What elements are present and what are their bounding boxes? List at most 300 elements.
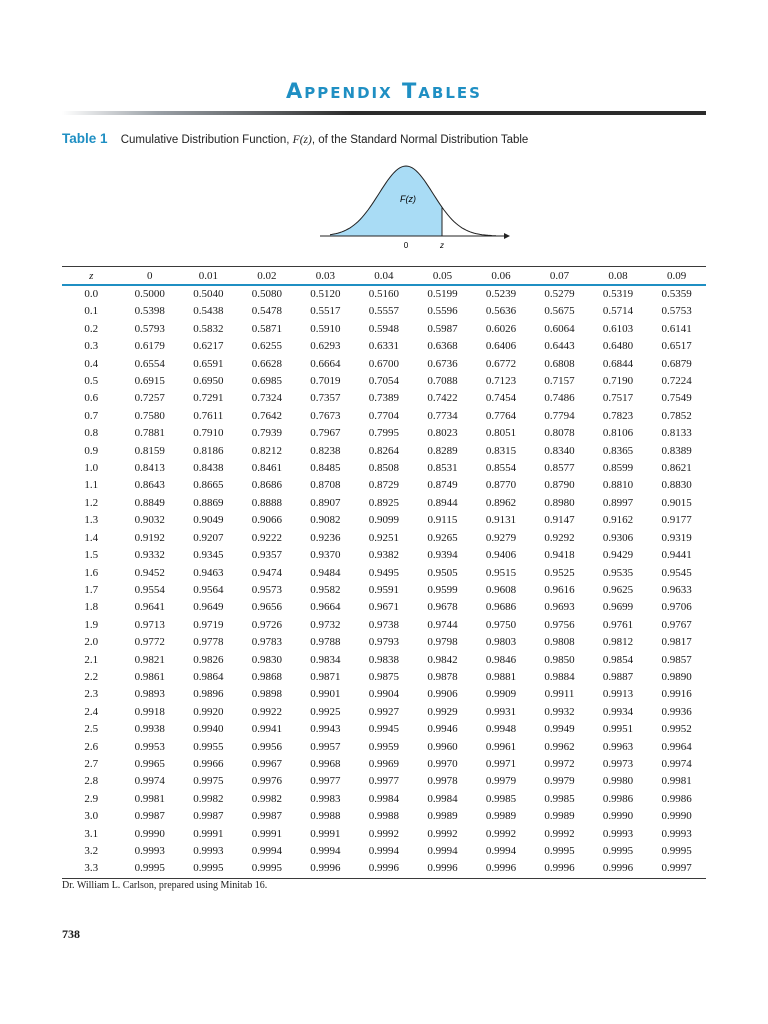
cdf-value-cell: 0.7357 [310,392,341,405]
cdf-value-cell: 0.7794 [544,409,575,422]
source-note: Dr. William L. Carlson, prepared using Minitab 16. [62,880,268,891]
cdf-value-cell: 0.9988 [310,810,341,823]
header-col: 0.05 [413,267,472,286]
normal-curve-figure [300,148,520,256]
cdf-value-cell: 0.9854 [602,653,634,666]
cdf-value-cell: 0.9901 [310,688,341,701]
cdf-value-cell: 0.9394 [427,549,458,562]
cdf-value-cell: 0.9177 [661,514,692,527]
cdf-value-cell: 0.6844 [602,357,634,370]
cdf-value-cell: 0.7967 [310,427,341,440]
row-z-value: 1.2 [84,496,99,509]
cdf-value-cell: 0.9968 [310,757,341,770]
header-z: z [62,267,121,286]
row-z-value: 1.1 [84,479,99,492]
cdf-value-cell: 0.9616 [544,583,575,596]
cdf-value-cell: 0.9382 [368,549,400,562]
cdf-value-cell: 0.9406 [485,549,517,562]
table-row [62,791,706,808]
cdf-value-cell: 0.9985 [485,792,517,805]
row-z-value: 2.8 [84,775,99,788]
cdf-value-cell: 0.6103 [602,322,634,335]
cdf-value-cell: 0.9192 [134,531,165,544]
cdf-value-cell: 0.9641 [134,601,165,614]
row-z-value: 1.5 [84,549,99,562]
cdf-value-cell: 0.9890 [661,670,692,683]
cdf-value-cell: 0.9938 [134,723,165,736]
cdf-value-cell: 0.9525 [544,566,575,579]
cdf-value-cell: 0.7054 [368,375,400,388]
cdf-value-cell: 0.9975 [193,775,224,788]
cdf-value-cell: 0.9788 [310,636,341,649]
cdf-value-cell: 0.9793 [368,636,400,649]
cdf-value-cell: 0.8531 [427,462,458,475]
cdf-value-cell: 0.7881 [134,427,165,440]
cdf-value-cell: 0.9279 [485,531,517,544]
cdf-value-cell: 0.9884 [544,670,575,683]
row-z-value: 3.0 [84,810,99,823]
cdf-value-cell: 0.9996 [530,860,589,878]
cdf-value-cell: 0.9625 [602,583,634,596]
cdf-value-cell: 0.9992 [485,827,517,840]
row-z-value: 1.9 [84,618,99,631]
header-col: 0.03 [296,267,355,286]
row-z-value: 3.1 [84,827,99,840]
cdf-value-cell: 0.7673 [310,409,341,422]
cdf-value-cell: 0.9515 [485,566,517,579]
header-col: 0.09 [647,267,706,286]
cdf-value-cell: 0.9066 [251,514,282,527]
cdf-value-cell: 0.9864 [193,670,224,683]
cdf-value-cell: 0.9979 [485,775,517,788]
cdf-value-cell: 0.5793 [134,322,165,335]
cdf-value-cell: 0.9554 [134,583,165,596]
cdf-value-cell: 0.5239 [485,288,517,300]
cdf-value-cell: 0.9992 [544,827,575,840]
cdf-value-cell: 0.6517 [661,340,692,353]
cdf-value-cell: 0.5987 [427,322,458,335]
cdf-value-cell: 0.6554 [134,357,165,370]
cdf-value-cell: 0.9306 [602,531,634,544]
table-row [62,669,706,686]
table-number: Table 1 [62,131,108,146]
cdf-value-cell: 0.9783 [251,636,282,649]
cdf-value-cell: 0.6808 [544,357,575,370]
cdf-value-cell: 0.9808 [544,636,575,649]
cdf-value-cell: 0.9966 [193,757,224,770]
cdf-value-cell: 0.7852 [661,409,692,422]
cdf-value-cell: 0.9982 [193,792,224,805]
table-row [62,512,706,529]
cdf-value-cell: 0.9319 [661,531,692,544]
table-body [62,285,706,878]
cdf-value-cell: 0.9994 [485,845,517,857]
cdf-value-cell: 0.7611 [193,409,224,422]
table-caption [62,131,528,146]
cdf-value-cell: 0.9887 [602,670,634,683]
cdf-value-cell: 0.9738 [368,618,400,631]
cdf-value-cell: 0.9996 [589,860,648,878]
cdf-value-cell: 0.9931 [485,705,517,718]
cdf-value-cell: 0.8962 [485,496,517,509]
cdf-value-cell: 0.9993 [134,845,165,857]
table-row [62,826,706,843]
cdf-value-cell: 0.9992 [427,827,458,840]
cdf-value-cell: 0.9857 [661,653,692,666]
header-col: 0.08 [589,267,648,286]
cdf-value-cell: 0.9484 [310,566,341,579]
cdf-value-cell: 0.9871 [310,670,341,683]
cdf-value-cell: 0.9049 [193,514,224,527]
cdf-value-cell: 0.9732 [310,618,341,631]
table-row [62,321,706,338]
cdf-value-cell: 0.9535 [602,566,634,579]
table-row [62,408,706,425]
cdf-value-cell: 0.8729 [368,479,400,492]
cdf-value-cell: 0.9990 [661,810,692,823]
cdf-value-cell: 0.7389 [368,392,400,405]
cdf-value-cell: 0.5000 [134,288,165,300]
cdf-value-cell: 0.9573 [251,583,282,596]
cdf-value-cell: 0.9949 [544,723,575,736]
cdf-value-cell: 0.9693 [544,601,575,614]
cdf-value-cell: 0.9803 [485,636,517,649]
cdf-value-cell: 0.7580 [134,409,165,422]
cdf-value-cell: 0.8944 [427,496,458,509]
cdf-value-cell: 0.9956 [251,740,282,753]
row-z-value: 2.5 [84,723,99,736]
cdf-value-cell: 0.9991 [193,827,224,840]
table-row [62,285,706,303]
cdf-value-cell: 0.8051 [485,427,517,440]
cdf-value-cell: 0.9929 [427,705,458,718]
cdf-value-cell: 0.9918 [134,705,165,718]
cdf-value-cell: 0.9996 [296,860,355,878]
cdf-value-cell: 0.6664 [310,357,341,370]
cdf-value-cell: 0.9976 [251,775,282,788]
cdf-value-cell: 0.7823 [602,409,634,422]
cdf-value-cell: 0.9664 [310,601,341,614]
cdf-value-cell: 0.8907 [310,496,341,509]
cdf-value-cell: 0.6915 [134,375,165,388]
cdf-value-cell: 0.9418 [544,549,575,562]
cdf-value-cell: 0.9996 [472,860,531,878]
cdf-value-cell: 0.9989 [485,810,517,823]
cdf-value-cell: 0.9977 [368,775,400,788]
axis-arrowhead [504,233,510,239]
cdf-value-cell: 0.9936 [661,705,692,718]
cdf-value-cell: 0.9686 [485,601,517,614]
cdf-value-cell: 0.6406 [485,340,517,353]
table-row [62,338,706,355]
cdf-value-cell: 0.9898 [251,688,282,701]
table-row [62,373,706,390]
table-row [62,704,706,721]
cdf-value-cell: 0.8365 [602,444,634,457]
table-row [62,356,706,373]
cdf-value-cell: 0.9995 [121,860,180,878]
row-z-value: 0.3 [84,340,99,353]
cdf-value-cell: 0.7642 [251,409,282,422]
header-col: 0.01 [179,267,238,286]
cdf-value-cell: 0.9959 [368,740,400,753]
cdf-value-cell: 0.8106 [602,427,634,440]
cdf-value-cell: 0.8686 [251,479,282,492]
row-z-value: 1.0 [84,462,99,475]
cdf-value-cell: 0.9995 [602,845,634,857]
cdf-value-cell: 0.9994 [368,845,400,857]
row-z-value: 0.1 [84,305,99,318]
cdf-value-cell: 0.9656 [251,601,282,614]
cdf-value-cell: 0.9599 [427,583,458,596]
appendix-title: Appendix Tables [286,79,482,103]
cdf-value-cell: 0.9332 [134,549,165,562]
cdf-value-cell: 0.9952 [661,723,692,736]
caption-fz: F(z) [292,134,312,146]
row-z-value: 0.9 [84,444,99,457]
table-row [62,303,706,320]
row-z-value: 1.8 [84,601,99,614]
cdf-value-cell: 0.9699 [602,601,634,614]
cdf-value-cell: 0.8461 [251,462,282,475]
cdf-value-cell: 0.9911 [544,688,575,701]
cdf-value-cell: 0.9920 [193,705,224,718]
cdf-value-cell: 0.7422 [427,392,458,405]
cdf-value-cell: 0.8665 [193,479,224,492]
cdf-value-cell: 0.5120 [310,288,341,300]
cdf-value-cell: 0.5398 [134,305,165,318]
table-row [62,773,706,790]
cdf-value-cell: 0.9868 [251,670,282,683]
normal-cdf-table [62,266,706,879]
cdf-value-cell: 0.9222 [251,531,282,544]
cdf-value-cell: 0.6736 [427,357,458,370]
cdf-value-cell: 0.9967 [251,757,282,770]
cdf-value-cell: 0.8810 [602,479,634,492]
cdf-value-cell: 0.9032 [134,514,165,527]
table-header-row [62,267,706,286]
cdf-value-cell: 0.9505 [427,566,458,579]
cdf-value-cell: 0.6985 [251,375,282,388]
cdf-value-cell: 0.9015 [661,496,692,509]
cdf-value-cell: 0.7764 [485,409,517,422]
cdf-value-cell: 0.9826 [193,653,224,666]
cdf-value-cell: 0.9147 [544,514,575,527]
cdf-value-cell: 0.8023 [427,427,458,440]
cdf-value-cell: 0.7704 [368,409,400,422]
z-tick-label: z [440,241,444,250]
row-z-value: 0.4 [84,357,99,370]
cdf-value-cell: 0.8238 [310,444,341,457]
table-row [62,617,706,634]
cdf-value-cell: 0.9909 [485,688,517,701]
cdf-value-cell: 0.9608 [485,583,517,596]
cdf-value-cell: 0.9993 [193,845,224,857]
cdf-value-cell: 0.9678 [427,601,458,614]
cdf-value-cell: 0.9744 [427,618,458,631]
header-col: 0.07 [530,267,589,286]
cdf-value-cell: 0.9251 [368,531,400,544]
cdf-value-cell: 0.9957 [310,740,341,753]
row-z-value: 1.6 [84,566,99,579]
cdf-value-cell: 0.6700 [368,357,400,370]
cdf-value-cell: 0.9932 [544,705,575,718]
cdf-value-cell: 0.8413 [134,462,165,475]
cdf-value-cell: 0.8577 [544,462,575,475]
cdf-value-cell: 0.9990 [134,827,165,840]
caption-text-before: Cumulative Distribution Function, [120,134,293,146]
table-row [62,460,706,477]
cdf-value-cell: 0.8830 [661,479,692,492]
row-z-value: 2.1 [84,653,99,666]
row-z-value: 2.7 [84,757,99,770]
table-row [62,860,706,878]
cdf-value-cell: 0.5319 [602,288,634,300]
cdf-value-cell: 0.9761 [602,618,634,631]
table-row [62,756,706,773]
cdf-value-cell: 0.8554 [485,462,517,475]
row-z-value: 0.5 [84,375,99,388]
cdf-value-cell: 0.9963 [602,740,634,753]
cdf-value-cell: 0.7324 [251,392,282,405]
page-number: 738 [62,927,80,941]
cdf-value-cell: 0.6879 [661,357,692,370]
cdf-value-cell: 0.9978 [427,775,458,788]
cdf-value-cell: 0.9946 [427,723,458,736]
cdf-value-cell: 0.7910 [193,427,224,440]
cdf-value-cell: 0.9986 [661,792,692,805]
zero-tick-label: 0 [403,241,409,250]
cdf-value-cell: 0.9812 [602,636,634,649]
cdf-value-cell: 0.8643 [134,479,165,492]
cdf-value-cell: 0.9582 [310,583,341,596]
cdf-value-cell: 0.9713 [134,618,165,631]
cdf-value-cell: 0.6331 [368,340,400,353]
cdf-value-cell: 0.9131 [485,514,517,527]
cdf-value-cell: 0.6255 [251,340,282,353]
cdf-value-cell: 0.9842 [427,653,458,666]
cdf-value-cell: 0.9964 [661,740,692,753]
cdf-value-cell: 0.9162 [602,514,634,527]
table-row [62,686,706,703]
cdf-value-cell: 0.8621 [661,462,692,475]
cdf-value-cell: 0.9992 [368,827,400,840]
cdf-value-cell: 0.9115 [427,514,458,527]
cdf-value-cell: 0.8159 [134,444,165,457]
row-z-value: 0.7 [84,409,99,422]
header-col: 0.06 [472,267,531,286]
cdf-value-cell: 0.7734 [427,409,458,422]
cdf-value-cell: 0.9995 [544,845,575,857]
cdf-value-cell: 0.9960 [427,740,458,753]
cdf-value-cell: 0.9861 [134,670,165,683]
cdf-value-cell: 0.9953 [134,740,165,753]
cdf-value-cell: 0.8770 [485,479,517,492]
row-z-value: 2.2 [84,670,99,683]
cdf-value-cell: 0.9925 [310,705,341,718]
cdf-value-cell: 0.9990 [602,810,634,823]
cdf-value-cell: 0.7190 [602,375,634,388]
cdf-value-cell: 0.9429 [602,549,634,562]
cdf-value-cell: 0.8485 [310,462,341,475]
cdf-value-cell: 0.5714 [602,305,634,318]
row-z-value: 2.4 [84,705,99,718]
cdf-value-cell: 0.9441 [661,549,692,562]
table-row [62,652,706,669]
table-row [62,599,706,616]
cdf-value-cell: 0.9997 [647,860,706,878]
cdf-value-cell: 0.7995 [368,427,400,440]
row-z-value: 3.2 [84,845,99,857]
fz-area-label: F(z) [400,194,416,204]
cdf-value-cell: 0.9633 [661,583,692,596]
cdf-value-cell: 0.9972 [544,757,575,770]
table-row [62,495,706,512]
cdf-value-cell: 0.9265 [427,531,458,544]
cdf-value-cell: 0.9893 [134,688,165,701]
table-row [62,547,706,564]
cdf-value-cell: 0.7224 [661,375,692,388]
cdf-value-cell: 0.9995 [238,860,297,878]
cdf-value-cell: 0.5359 [661,288,692,300]
cdf-value-cell: 0.8186 [193,444,224,457]
table-row [62,843,706,860]
cdf-value-cell: 0.5160 [368,288,400,300]
cdf-value-cell: 0.9996 [413,860,472,878]
cdf-value-cell: 0.9756 [544,618,575,631]
cdf-value-cell: 0.8888 [251,496,282,509]
row-z-value: 0.8 [84,427,99,440]
cdf-value-cell: 0.9767 [661,618,692,631]
cdf-value-cell: 0.9962 [544,740,575,753]
cdf-value-cell: 0.9821 [134,653,165,666]
cdf-value-cell: 0.9994 [427,845,458,857]
cdf-value-cell: 0.9474 [251,566,282,579]
cdf-value-cell: 0.9236 [310,531,341,544]
row-z-value: 0.2 [84,322,99,335]
cdf-value-cell: 0.9989 [544,810,575,823]
cdf-value-cell: 0.9878 [427,670,458,683]
title-rule [62,111,706,115]
row-z-value: 3.3 [62,860,121,878]
row-z-value: 1.3 [84,514,99,527]
row-z-value: 0.6 [84,392,99,405]
cdf-value-cell: 0.9850 [544,653,575,666]
cdf-value-cell: 0.9982 [251,792,282,805]
cdf-value-cell: 0.9987 [193,810,224,823]
cdf-shaded-area [330,166,442,236]
cdf-value-cell: 0.9977 [310,775,341,788]
cdf-value-cell: 0.9207 [193,531,224,544]
cdf-value-cell: 0.9994 [310,845,341,857]
cdf-value-cell: 0.9961 [485,740,517,753]
cdf-value-cell: 0.8078 [544,427,575,440]
cdf-value-cell: 0.9916 [661,688,692,701]
cdf-value-cell: 0.9292 [544,531,575,544]
cdf-value-cell: 0.5675 [544,305,575,318]
cdf-value-cell: 0.9671 [368,601,400,614]
cdf-value-cell: 0.9798 [427,636,458,649]
cdf-value-cell: 0.9913 [602,688,634,701]
table-row [62,443,706,460]
cdf-value-cell: 0.9649 [193,601,224,614]
cdf-value-cell: 0.7019 [310,375,341,388]
cdf-value-cell: 0.9955 [193,740,224,753]
table-row [62,634,706,651]
cdf-value-cell: 0.9099 [368,514,400,527]
cdf-value-cell: 0.6480 [602,340,634,353]
cdf-value-cell: 0.6141 [661,322,692,335]
